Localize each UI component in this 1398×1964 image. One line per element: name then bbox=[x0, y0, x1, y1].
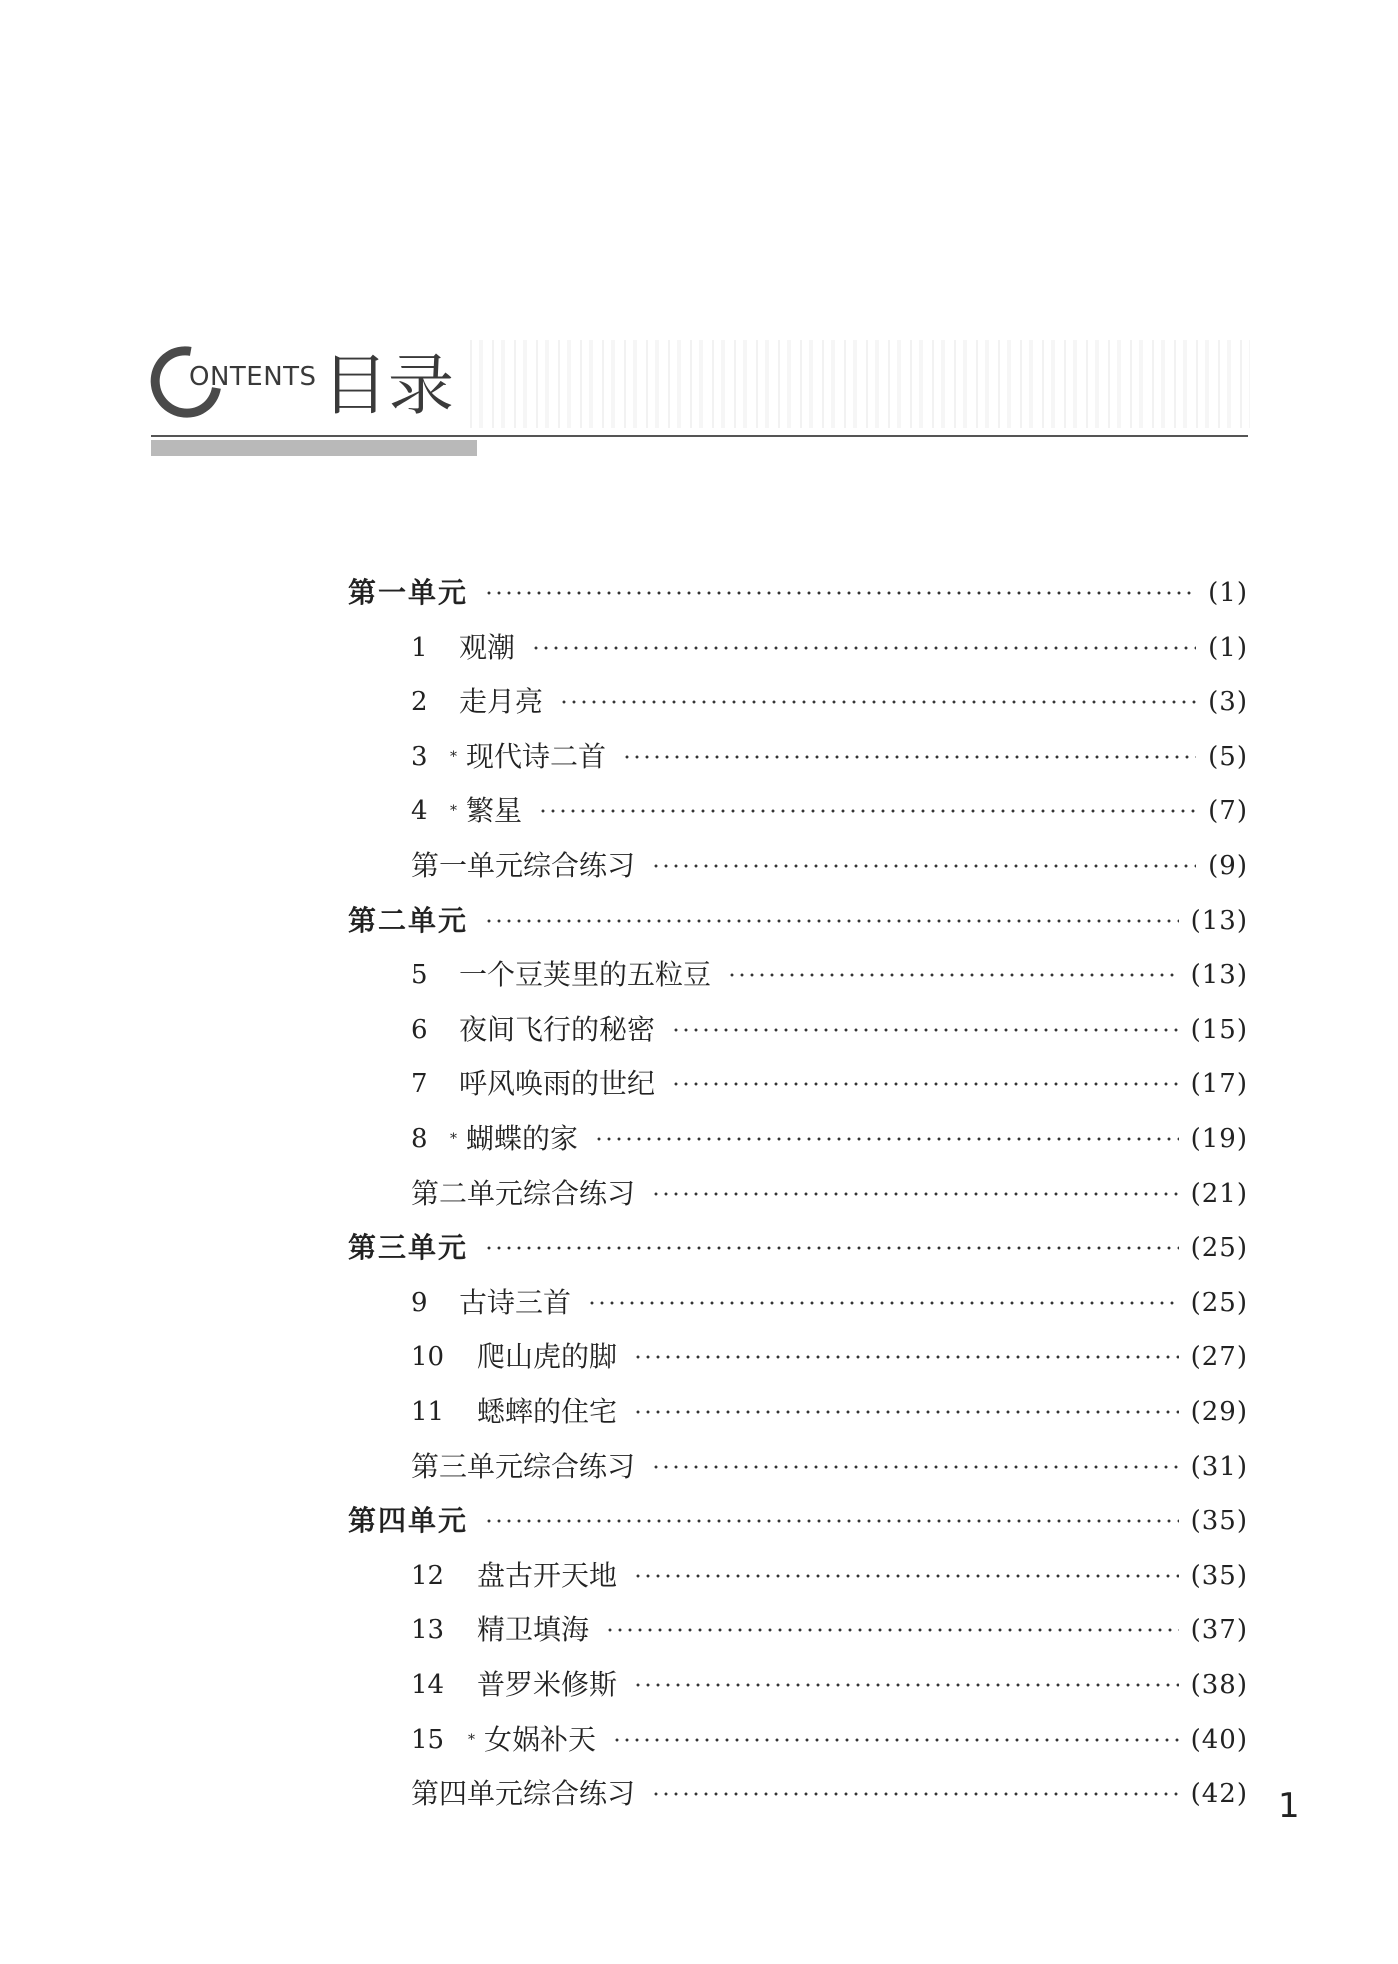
toc-entry-label bbox=[411, 1283, 571, 1323]
lesson-number: 3 bbox=[411, 741, 428, 772]
lesson-number: 6 bbox=[411, 1014, 428, 1045]
lesson-number: 14 bbox=[411, 1670, 445, 1700]
toc-review-row[interactable] bbox=[0, 1447, 1398, 1487]
leader-dots bbox=[559, 698, 1196, 706]
toc-entry-label bbox=[411, 1119, 578, 1159]
toc-lesson-row[interactable] bbox=[0, 791, 1398, 831]
toc-lesson-row[interactable] bbox=[0, 682, 1398, 722]
lesson-number: 15 bbox=[411, 1724, 445, 1755]
toc-entry-title: 夜间飞行的秘密 bbox=[459, 1012, 656, 1046]
toc-entry-label bbox=[411, 628, 515, 668]
toc-lesson-row[interactable] bbox=[0, 1392, 1398, 1432]
toc-review-row[interactable] bbox=[0, 1774, 1398, 1814]
toc-review-row[interactable] bbox=[0, 846, 1398, 886]
toc-unit-row[interactable] bbox=[0, 901, 1398, 941]
leader-dots bbox=[484, 1517, 1179, 1525]
toc-entry-title: 爬山虎的脚 bbox=[477, 1340, 618, 1374]
toc-unit-row[interactable] bbox=[0, 573, 1398, 613]
toc-lesson-row[interactable] bbox=[0, 1064, 1398, 1104]
toc-page-ref: (25) bbox=[1190, 1233, 1248, 1264]
lesson-number: 7 bbox=[411, 1069, 428, 1100]
toc-lesson-row[interactable] bbox=[0, 1610, 1398, 1650]
header-decoration bbox=[470, 340, 1250, 428]
leader-dots bbox=[651, 862, 1196, 870]
leader-dots bbox=[671, 1026, 1179, 1034]
toc-page-ref: (15) bbox=[1190, 1014, 1248, 1045]
toc-entry-title: 第四单元综合练习 bbox=[411, 1777, 636, 1811]
toc-unit-row[interactable] bbox=[0, 1228, 1398, 1268]
leader-dots bbox=[612, 1736, 1179, 1744]
toc-entry-title: 呼风唤雨的世纪 bbox=[459, 1067, 656, 1101]
lesson-number: 5 bbox=[411, 960, 428, 991]
toc-entry-label bbox=[411, 1774, 635, 1814]
toc-unit-row[interactable] bbox=[0, 1501, 1398, 1541]
toc-lesson-row[interactable] bbox=[0, 1010, 1398, 1050]
leader-dots bbox=[633, 1353, 1179, 1361]
lesson-number: 4 bbox=[411, 796, 428, 827]
leader-dots bbox=[651, 1190, 1179, 1198]
toc-entry-title: 观潮 bbox=[459, 630, 516, 664]
lesson-number: 1 bbox=[411, 632, 428, 663]
leader-dots bbox=[633, 1681, 1179, 1689]
leader-dots bbox=[671, 1080, 1179, 1088]
toc-entry-label bbox=[411, 1337, 617, 1377]
toc-entry-title: 普罗米修斯 bbox=[477, 1668, 618, 1701]
toc-lesson-row[interactable] bbox=[0, 1556, 1398, 1596]
contents-word: ONTENTS bbox=[189, 362, 317, 392]
toc-entry-title: 盘古开天地 bbox=[477, 1558, 618, 1592]
toc-entry-title: 第二单元 bbox=[348, 903, 469, 937]
toc-page-ref: (40) bbox=[1190, 1724, 1248, 1755]
toc-review-row[interactable] bbox=[0, 1174, 1398, 1214]
lesson-number: 10 bbox=[411, 1342, 445, 1373]
lesson-number: 13 bbox=[411, 1615, 445, 1646]
toc-entry-title: 一个豆荚里的五粒豆 bbox=[459, 958, 712, 992]
toc-entry-title: 第四单元 bbox=[348, 1504, 469, 1538]
toc-entry-label bbox=[411, 846, 635, 886]
toc-entry-title: 蟋蟀的住宅 bbox=[477, 1395, 618, 1428]
toc-entry-title: 第三单元综合练习 bbox=[411, 1449, 636, 1483]
lesson-number: 8 bbox=[411, 1124, 428, 1154]
toc-page-ref: (19) bbox=[1190, 1124, 1248, 1154]
toc-entry-label bbox=[411, 1665, 617, 1705]
lesson-number: 11 bbox=[411, 1397, 445, 1427]
toc-lesson-row[interactable] bbox=[0, 737, 1398, 777]
leader-dots bbox=[727, 971, 1179, 979]
toc-lesson-row[interactable] bbox=[0, 1119, 1398, 1159]
page-number: 1 bbox=[1278, 1786, 1300, 1826]
toc-entry-title: 古诗三首 bbox=[459, 1285, 572, 1319]
optional-lesson-star: * bbox=[450, 1131, 457, 1147]
toc-entry-label bbox=[411, 1610, 589, 1650]
toc-entry-label bbox=[411, 1556, 617, 1596]
toc-page-ref: (17) bbox=[1190, 1069, 1248, 1100]
toc-page-ref: (35) bbox=[1190, 1506, 1248, 1537]
leader-dots bbox=[622, 753, 1196, 761]
toc-entry-label bbox=[411, 1392, 617, 1432]
toc-entry-label bbox=[411, 955, 711, 995]
leader-dots bbox=[484, 589, 1196, 597]
toc-lesson-row[interactable] bbox=[0, 955, 1398, 995]
leader-dots bbox=[633, 1572, 1179, 1580]
toc-entry-label bbox=[411, 1064, 655, 1104]
toc-page-ref: (1) bbox=[1208, 578, 1248, 608]
toc-entry-label bbox=[411, 682, 543, 722]
toc-entry-label bbox=[411, 1174, 635, 1214]
lesson-number: 9 bbox=[411, 1287, 428, 1318]
toc-page-ref: (3) bbox=[1208, 687, 1248, 718]
toc-page-ref: (13) bbox=[1190, 905, 1248, 936]
toc-page-ref: (27) bbox=[1190, 1342, 1248, 1373]
toc-lesson-row[interactable] bbox=[0, 1283, 1398, 1323]
leader-dots bbox=[538, 807, 1196, 815]
leader-dots bbox=[484, 917, 1179, 925]
leader-dots bbox=[587, 1299, 1179, 1307]
toc-lesson-row[interactable] bbox=[0, 628, 1398, 668]
leader-dots bbox=[531, 644, 1196, 652]
toc-page-ref: (7) bbox=[1208, 796, 1248, 827]
leader-dots bbox=[651, 1790, 1179, 1798]
toc-page-ref: (42) bbox=[1190, 1779, 1248, 1810]
toc-page-ref: (35) bbox=[1190, 1560, 1248, 1591]
toc-page-ref: (21) bbox=[1190, 1178, 1248, 1209]
optional-lesson-star: * bbox=[468, 1731, 475, 1748]
optional-lesson-star: * bbox=[450, 803, 457, 820]
toc-entry-title: 第三单元 bbox=[348, 1231, 469, 1265]
toc-entry-title: 蝴蝶的家 bbox=[466, 1122, 579, 1155]
toc-entry-label bbox=[411, 737, 606, 777]
toc-entry-title: 走月亮 bbox=[459, 685, 544, 719]
leader-dots bbox=[633, 1408, 1179, 1416]
toc-page-ref: (1) bbox=[1208, 632, 1248, 663]
header-rule bbox=[151, 435, 1248, 437]
toc-page-ref: (9) bbox=[1208, 851, 1248, 881]
toc-entry-label bbox=[348, 901, 468, 941]
lesson-number: 2 bbox=[411, 687, 428, 718]
toc-lesson-row[interactable] bbox=[0, 1720, 1398, 1760]
toc-entry-label bbox=[411, 791, 522, 831]
page-title: 目录 bbox=[322, 347, 454, 424]
toc-entry-label bbox=[348, 1501, 468, 1541]
toc-entry-title: 女娲补天 bbox=[484, 1722, 597, 1756]
toc-page-ref: (5) bbox=[1208, 741, 1248, 772]
toc-page-ref: (31) bbox=[1190, 1451, 1248, 1482]
toc-page-ref: (38) bbox=[1190, 1670, 1248, 1700]
toc-entry-title: 精卫填海 bbox=[477, 1613, 590, 1647]
toc-entry-title: 第二单元综合练习 bbox=[411, 1176, 636, 1210]
leader-dots bbox=[651, 1463, 1179, 1471]
toc-lesson-row[interactable] bbox=[0, 1337, 1398, 1377]
toc-entry-label bbox=[348, 1228, 468, 1268]
toc-page-ref: (37) bbox=[1190, 1615, 1248, 1646]
toc-entry-label bbox=[411, 1010, 655, 1050]
toc-entry-title: 繁星 bbox=[466, 794, 523, 828]
leader-dots bbox=[594, 1135, 1179, 1143]
toc-page-ref: (29) bbox=[1190, 1397, 1248, 1427]
toc-entry-label bbox=[348, 573, 468, 613]
toc-page-ref: (13) bbox=[1190, 960, 1248, 991]
toc-entry-title: 现代诗二首 bbox=[466, 739, 607, 773]
toc-entry-title: 第一单元 bbox=[348, 576, 469, 609]
optional-lesson-star: * bbox=[450, 748, 457, 765]
toc-entry-title: 第一单元综合练习 bbox=[411, 849, 636, 882]
toc-entry-label bbox=[411, 1447, 635, 1487]
header-bar bbox=[151, 440, 477, 456]
toc-page-ref: (25) bbox=[1190, 1287, 1248, 1318]
leader-dots bbox=[605, 1626, 1179, 1634]
toc-entry-label bbox=[411, 1720, 596, 1760]
lesson-number: 12 bbox=[411, 1560, 445, 1591]
toc-lesson-row[interactable] bbox=[0, 1665, 1398, 1705]
leader-dots bbox=[484, 1244, 1179, 1252]
